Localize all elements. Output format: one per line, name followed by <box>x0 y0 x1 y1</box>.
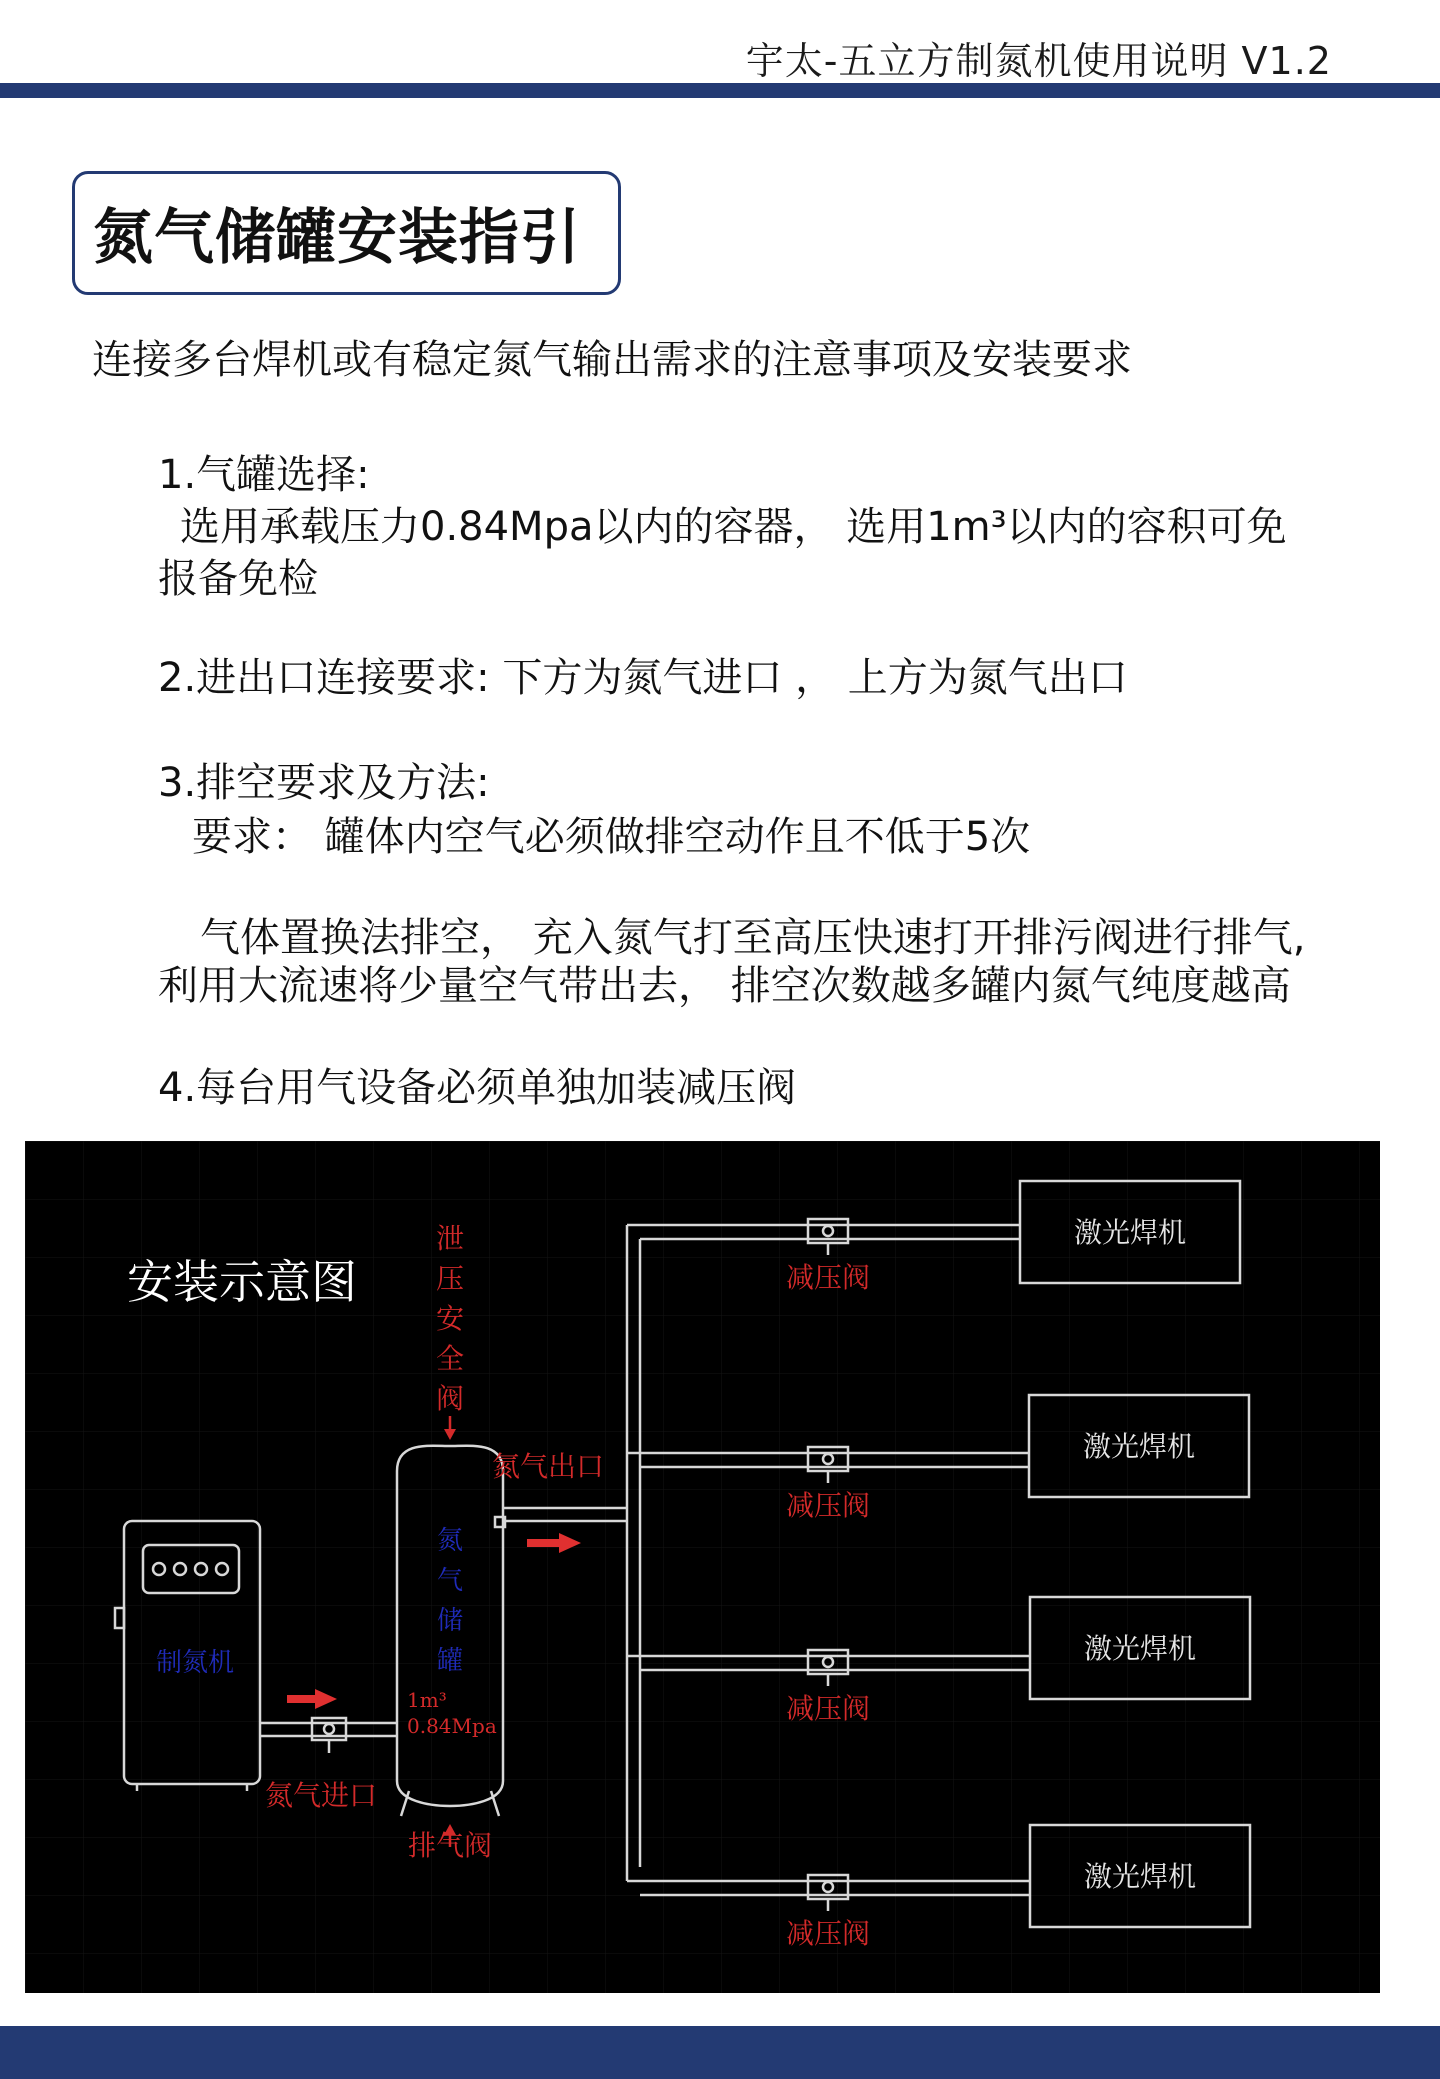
installation-diagram <box>25 1141 1380 1993</box>
tank-label-2: 气 <box>436 1566 464 1596</box>
item-1-line-1: 选用承载压力0.84Mpa以内的容器， 选用1m³以内的容积可免 <box>180 504 1287 550</box>
tank-spec-pressure: 0.84Mpa <box>407 1714 497 1738</box>
laser-welder-label: 激光焊机 <box>1073 1216 1187 1249</box>
header-bar <box>0 83 1440 98</box>
tank-spec-volume: 1m³ <box>407 1688 447 1712</box>
item-4: 4.每台用气设备必须单独加装减压阀 <box>158 1065 797 1111</box>
laser-welder-label: 激光焊机 <box>1083 1632 1197 1665</box>
tank-label-1: 氮 <box>436 1526 464 1556</box>
footer-bar <box>0 2026 1440 2079</box>
relief-valve-label-4: 全 <box>435 1342 465 1375</box>
laser-welder-label: 激光焊机 <box>1082 1430 1196 1463</box>
reducer-valve-label: 减压阀 <box>785 1692 871 1725</box>
item-3-requirement: 要求： 罐体内空气必须做排空动作且不低于5次 <box>192 814 1031 860</box>
relief-valve-label-2: 压 <box>435 1262 465 1295</box>
relief-valve-label-3: 安 <box>435 1302 465 1335</box>
item-3-method-line-2: 利用大流速将少量空气带出去， 排空次数越多罐内氮气纯度越高 <box>158 963 1291 1009</box>
item-1-line-2: 报备免检 <box>158 556 318 602</box>
tank-label-4: 罐 <box>436 1646 464 1676</box>
reducer-valve-label: 减压阀 <box>785 1489 871 1522</box>
exhaust-valve-label: 排气阀 <box>407 1829 493 1862</box>
page-title: 氮气储罐安装指引 <box>93 203 581 273</box>
relief-valve-label-5: 阀 <box>435 1382 465 1415</box>
page-title-box <box>72 171 621 295</box>
generator-label: 制氮机 <box>155 1648 235 1678</box>
item-3-method-line-1: 气体置换法排空， 充入氮气打至高压快速打开排污阀进行排气, <box>200 915 1306 961</box>
reducer-valve-label: 减压阀 <box>785 1917 871 1950</box>
document-header-title: 宇太-五立方制氮机使用说明 V1.2 <box>745 39 1332 83</box>
page-subtitle: 连接多台焊机或有稳定氮气输出需求的注意事项及安装要求 <box>92 337 1132 383</box>
reducer-valve-label: 减压阀 <box>785 1261 871 1294</box>
item-2: 2.进出口连接要求: 下方为氮气进口 ， 上方为氮气出口 <box>158 655 1128 701</box>
relief-valve-label-1: 泄 <box>435 1222 465 1255</box>
diagram-title: 安装示意图 <box>127 1255 357 1309</box>
item-3-heading: 3.排空要求及方法: <box>158 760 490 806</box>
inlet-label: 氮气进口 <box>265 1779 378 1812</box>
laser-welder-label: 激光焊机 <box>1083 1860 1197 1893</box>
outlet-label: 氮气出口 <box>492 1450 605 1483</box>
item-1-heading: 1.气罐选择: <box>158 452 370 498</box>
tank-label-3: 储 <box>436 1606 464 1636</box>
